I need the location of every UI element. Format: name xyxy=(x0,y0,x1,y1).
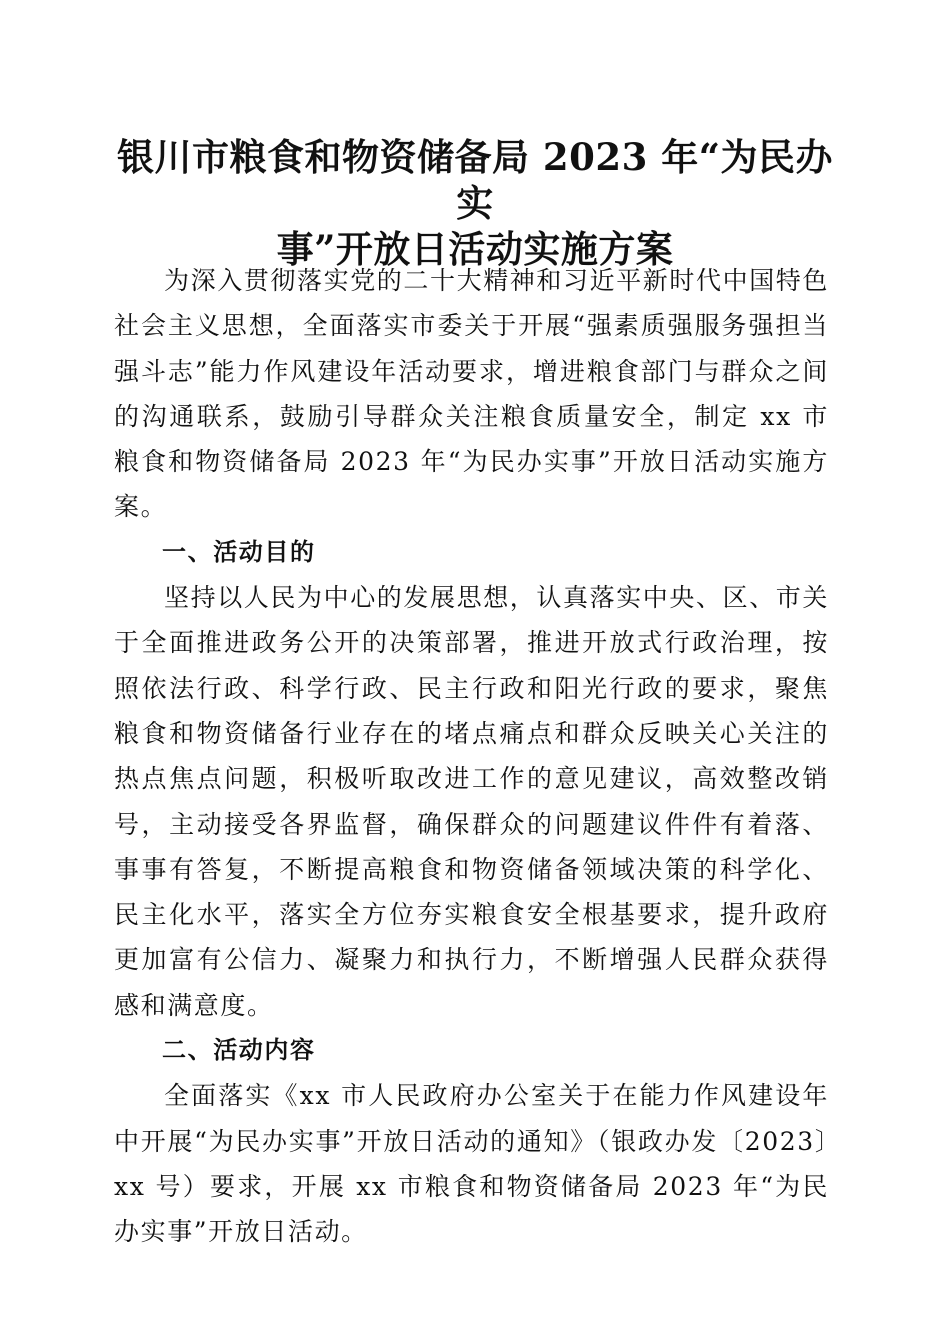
title-line-1: 银川市粮食和物资储备局 2023 年“为民办实 xyxy=(116,135,834,225)
section-heading-purpose: 一、活动目的 xyxy=(162,537,316,566)
section-body-content: 全面落实《xx 市人民政府办公室关于在能力作风建设年中开展“为民办实事”开放日活动的通知》（银政办发〔2023〕xx 号）要求，开展 xx 市粮食和物资储备局 2023 年“为民办实事”开放日活动。 xyxy=(114,1081,829,1247)
document-body xyxy=(114,258,829,1255)
title-line-2: 事”开放日活动实施方案 xyxy=(276,227,674,271)
document-title xyxy=(100,134,850,272)
section-body-purpose: 坚持以人民为中心的发展思想，认真落实中央、区、市关于全面推进政务公开的决策部署，推进开放式行政治理，按照依法行政、科学行政、民主行政和阳光行政的要求，聚焦粮食和物资储备行业存在的堵点痛点和群众反映关心关注的热点焦点问题，积极听取改进工作的意见建议，高效整改销号，主动接受各界监督，确保群众的问题建议件件有着落、事事有答复，不断提高粮食和物资储备领域决策的科学化、民主化水平，落实全方位夯实粮食安全根基要求，提升政府更加富有公信力、凝聚力和执行力，不断增强人民群众获得感和满意度。 xyxy=(114,583,830,1020)
intro-paragraph: 为深入贯彻落实党的二十大精神和习近平新时代中国特色社会主义思想，全面落实市委关于开展“强素质强服务强担当强斗志”能力作风建设年活动要求，增进粮食部门与群众之间的沟通联系，鼓励引导群众关注粮食质量安全，制定 xx 市粮食和物资储备局 2023 年“为民办实事”开放日活动实施方案。 xyxy=(114,266,830,522)
section-heading-content: 二、活动内容 xyxy=(162,1036,316,1065)
